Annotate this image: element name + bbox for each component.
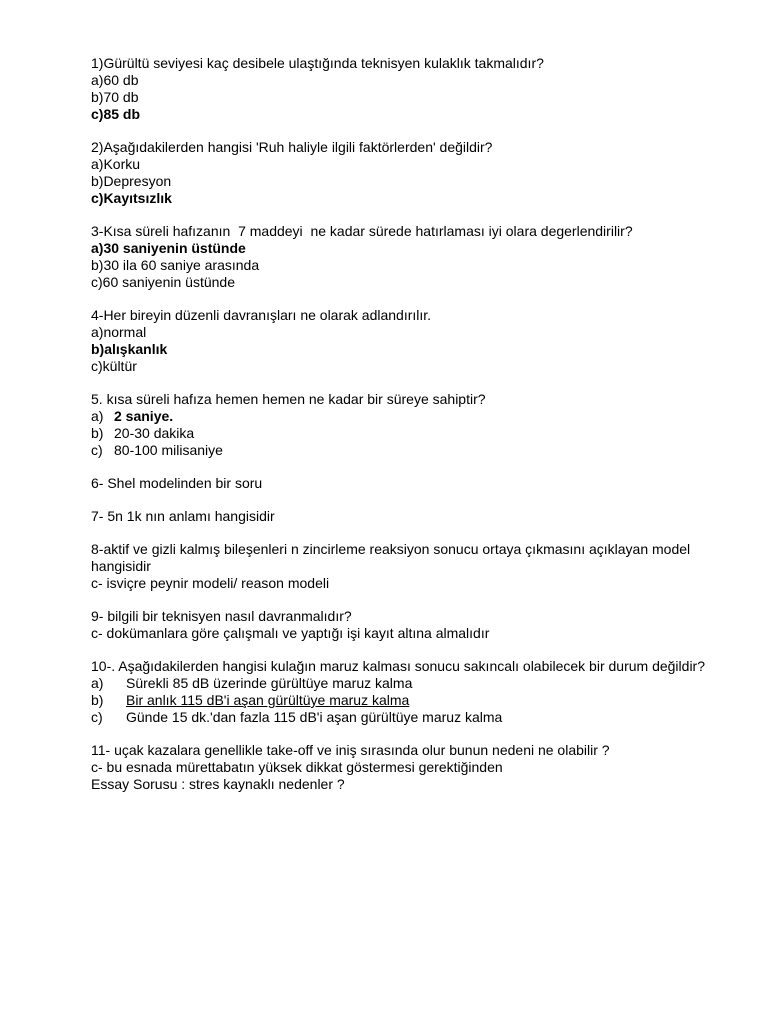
option-c: c)60 saniyenin üstünde	[91, 274, 235, 290]
question-8	[91, 541, 731, 592]
question-sheet	[91, 55, 731, 793]
option-label: a)	[91, 408, 104, 424]
option-a-correct: a)30 saniyenin üstünde	[91, 240, 246, 256]
question-prompt: 11- uçak kazalara genellikle take-off ve iniş sırasında olur bunun nedeni ne olabilir ?	[91, 742, 610, 758]
option-label: a)	[91, 675, 104, 691]
option-b-correct: Bir anlık 115 dB'i aşan gürültüye maruz kalma	[126, 692, 410, 708]
option-c	[91, 709, 731, 726]
question-prompt: 9- bilgili bir teknisyen nasıl davranmalıdır?	[91, 608, 352, 624]
question-9	[91, 608, 731, 642]
question-prompt: 5. kısa süreli hafıza hemen hemen ne kadar bir süreye sahiptir?	[91, 391, 486, 407]
option-a: a)normal	[91, 324, 147, 340]
option-label: b)	[91, 425, 104, 441]
question-7	[91, 508, 731, 525]
option-b	[91, 692, 731, 709]
option-c-correct: c)85 db	[91, 106, 141, 122]
option-label: c)	[91, 442, 103, 458]
essay-question: Essay Sorusu : stres kaynaklı nedenler ?	[91, 776, 345, 792]
option-b: b)Depresyon	[91, 173, 172, 189]
question-prompt: 10-. Aşağıdakilerden hangisi kulağın maruz kalması sonucu sakıncalı olabilecek bir durum değildir?	[91, 658, 705, 674]
question-prompt: 1)Gürültü seviyesi kaç desibele ulaştığında teknisyen kulaklık takmalıdır?	[91, 55, 544, 71]
question-prompt: 7- 5n 1k nın anlamı hangisidir	[91, 508, 275, 524]
question-prompt: 8-aktif ve gizli kalmış bileşenleri n zincirleme reaksiyon sonucu ortaya çıkmasını açıklayan model hangisidir	[91, 541, 691, 574]
question-prompt: 2)Aşağıdakilerden hangisi 'Ruh haliyle ilgili faktörlerden' değildir?	[91, 139, 493, 155]
option-b-correct: b)alışkanlık	[91, 341, 168, 357]
question-6	[91, 475, 731, 492]
question-3	[91, 223, 731, 291]
option-b: b)30 ila 60 saniye arasında	[91, 257, 260, 273]
option-a-correct: 2 saniye.	[114, 408, 174, 424]
option-a: a)60 db	[91, 72, 139, 88]
option-b	[91, 425, 731, 442]
option-c	[91, 442, 731, 459]
question-1	[91, 55, 731, 123]
option-text: Sürekli 85 dB üzerinde gürültüye maruz kalma	[126, 675, 413, 691]
option-c: c)kültür	[91, 358, 137, 374]
option-a	[91, 408, 731, 425]
option-a	[91, 675, 731, 692]
question-5	[91, 391, 731, 459]
option-a: a)Korku	[91, 156, 141, 172]
question-prompt: 6- Shel modelinden bir soru	[91, 475, 263, 491]
question-prompt: 4-Her bireyin düzenli davranışları ne olarak adlandırılır.	[91, 307, 432, 323]
option-label: b)	[91, 692, 104, 708]
option-label: c)	[91, 709, 103, 725]
answer: c- isviçre peynir modeli/ reason modeli	[91, 575, 330, 591]
question-11	[91, 742, 731, 793]
question-4	[91, 307, 731, 375]
option-text: Günde 15 dk.'dan fazla 115 dB'i aşan gürültüye maruz kalma	[126, 709, 503, 725]
question-2	[91, 139, 731, 207]
answer: c- bu esnada mürettabatın yüksek dikkat göstermesi gerektiğinden	[91, 759, 503, 775]
question-prompt: 3-Kısa süreli hafızanın 7 maddeyi ne kadar sürede hatırlaması iyi olara degerlendirilir?	[91, 223, 633, 239]
option-text: 80-100 milisaniye	[114, 442, 223, 458]
answer: c- dokümanlara göre çalışmalı ve yaptığı işi kayıt altına almalıdır	[91, 625, 490, 641]
option-c-correct: c)Kayıtsızlık	[91, 190, 172, 206]
option-b: b)70 db	[91, 89, 139, 105]
option-text: 20-30 dakika	[114, 425, 195, 441]
question-10	[91, 658, 731, 726]
